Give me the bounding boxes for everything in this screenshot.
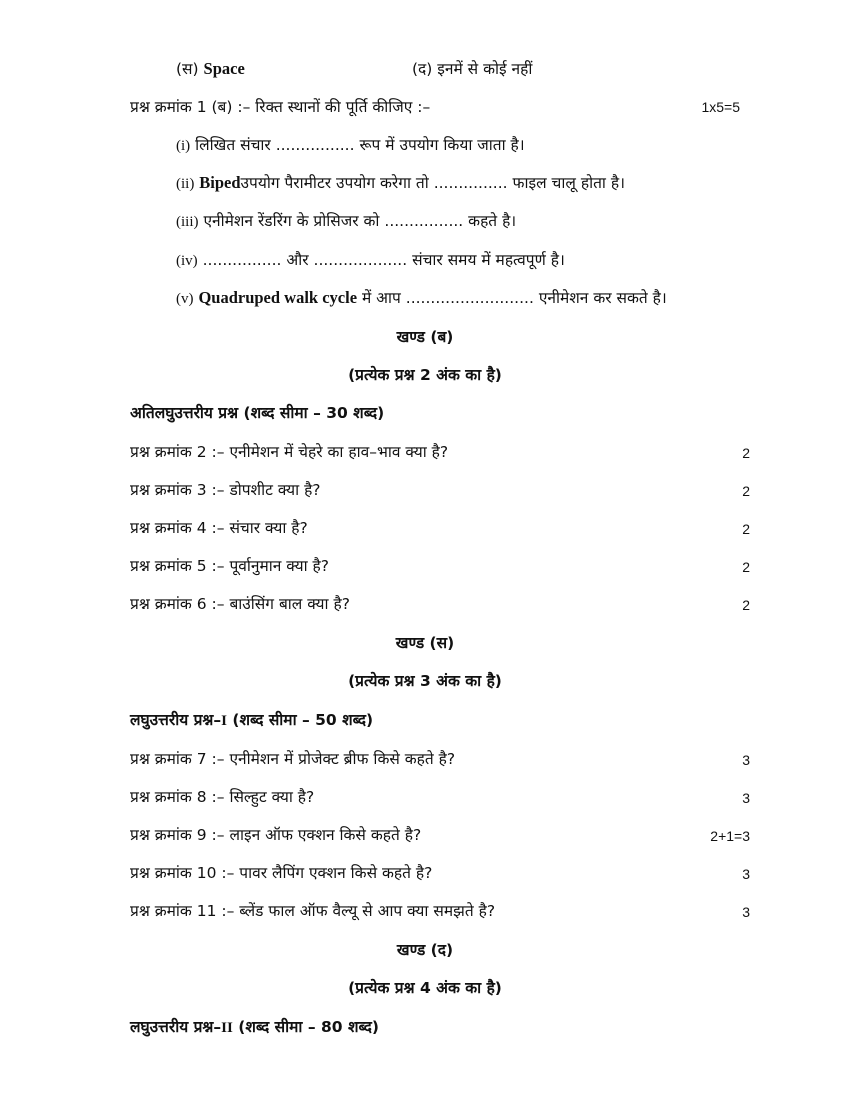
option-c-text: Space xyxy=(203,59,245,78)
item-number: (v) xyxy=(176,291,194,307)
question-row xyxy=(130,824,421,846)
question-row xyxy=(130,862,432,884)
question-row xyxy=(130,786,314,808)
fill-blank-item xyxy=(176,134,525,157)
section-d-marks-note: (प्रत्येक प्रश्न 4 अंक का है) xyxy=(348,979,502,997)
item-text: कहते है। xyxy=(468,212,517,230)
question-marks: 2+1=3 xyxy=(710,828,750,844)
item-number: (iv) xyxy=(176,253,198,269)
question-row xyxy=(130,748,455,770)
item-number: (iii) xyxy=(176,214,199,230)
question-label: प्रश्न क्रमांक 2 :– xyxy=(130,443,225,461)
section-c-type xyxy=(130,709,373,732)
blank: ................ xyxy=(384,212,464,230)
item-text: संचार समय में महत्वपूर्ण है। xyxy=(412,251,565,269)
section-type-limit: (शब्द सीमा – 50 शब्द) xyxy=(232,711,374,729)
question-text: ब्लेंड फाल ऑफ वैल्यू से आप क्या समझते है? xyxy=(239,902,496,920)
question-row xyxy=(130,517,308,539)
question-marks: 1x5=5 xyxy=(701,99,740,115)
question-label: प्रश्न क्रमांक 9 :– xyxy=(130,826,225,844)
section-b-title: खण्ड (ब) xyxy=(396,328,454,346)
question-text: सिल्हुट क्या है? xyxy=(229,788,315,806)
option-d-text: इनमें से कोई नहीं xyxy=(437,60,533,78)
question-label: प्रश्न क्रमांक 8 :– xyxy=(130,788,225,806)
question-marks: 2 xyxy=(742,483,750,499)
question-row xyxy=(130,441,448,463)
section-type-limit: (शब्द सीमा – 80 शब्द) xyxy=(238,1018,379,1036)
question-label: प्रश्न क्रमांक 10 :– xyxy=(130,864,235,882)
question-label: प्रश्न क्रमांक 5 :– xyxy=(130,557,225,575)
option-c-label: (स) xyxy=(176,60,199,78)
question-label: प्रश्न क्रमांक 11 :– xyxy=(130,902,235,920)
item-number: (ii) xyxy=(176,176,195,192)
section-type-roman: II xyxy=(221,1020,233,1036)
blank: ................... xyxy=(313,251,408,269)
section-c-marks-note: (प्रत्येक प्रश्न 3 अंक का है) xyxy=(348,672,502,690)
question-row xyxy=(130,555,329,577)
item-text: और xyxy=(286,251,309,269)
item-text: में आप xyxy=(361,289,401,307)
blank: ................ xyxy=(275,136,355,154)
question-text: लाइन ऑफ एक्शन किसे कहते है? xyxy=(229,826,422,844)
question-row xyxy=(130,593,350,615)
item-text: एनीमेशन रेंडरिंग के प्रोसिजर को xyxy=(203,212,380,230)
question-marks: 3 xyxy=(742,866,750,882)
section-c-title: खण्ड (स) xyxy=(395,634,455,652)
question-label: प्रश्न क्रमांक 3 :– xyxy=(130,481,225,499)
question-text: पूर्वानुमान क्या है? xyxy=(229,557,329,575)
question-label: प्रश्न क्रमांक 6 :– xyxy=(130,595,225,613)
fill-blank-item xyxy=(176,287,667,310)
fill-blank-item xyxy=(176,172,625,195)
question-marks: 3 xyxy=(742,790,750,806)
question-text: रिक्त स्थानों की पूर्ति कीजिए :– xyxy=(255,98,431,116)
question-marks: 2 xyxy=(742,597,750,613)
section-type-text: लघुउत्तरीय प्रश्न– xyxy=(130,711,222,729)
item-text: उपयोग पैरामीटर उपयोग करेगा तो xyxy=(240,174,429,192)
question-marks: 2 xyxy=(742,445,750,461)
option-c xyxy=(176,58,245,80)
section-b-marks-note: (प्रत्येक प्रश्न 2 अंक का है) xyxy=(348,366,502,384)
section-type-text: लघुउत्तरीय प्रश्न– xyxy=(130,1018,222,1036)
item-text: एनीमेशन कर सकते है। xyxy=(538,289,667,307)
item-number: (i) xyxy=(176,138,191,154)
item-latin-term: Biped xyxy=(199,173,241,192)
question-label: प्रश्न क्रमांक 4 :– xyxy=(130,519,225,537)
option-d xyxy=(412,58,532,80)
item-latin-term: Quadruped walk cycle xyxy=(198,288,358,307)
fill-blank-item xyxy=(176,210,516,233)
question-marks: 2 xyxy=(742,559,750,575)
section-type-roman: I xyxy=(221,713,227,729)
section-d-title: खण्ड (द) xyxy=(396,941,454,959)
blank: ............... xyxy=(433,174,508,192)
question-text: संचार क्या है? xyxy=(229,519,308,537)
question-label: प्रश्न क्रमांक 7 :– xyxy=(130,750,225,768)
question-text: पावर लैपिंग एक्शन किसे कहते है? xyxy=(239,864,433,882)
question-label: प्रश्न क्रमांक 1 (ब) :– xyxy=(130,98,251,116)
section-b-type: अतिलघुउत्तरीय प्रश्न (शब्द सीमा – 30 शब्द) xyxy=(130,404,385,422)
section-d-type xyxy=(130,1016,379,1039)
blank: .......................... xyxy=(405,289,534,307)
question-text: बाउंसिंग बाल क्या है? xyxy=(229,595,350,613)
item-text: लिखित संचार xyxy=(195,136,271,154)
option-d-label: (द) xyxy=(412,60,433,78)
blank: ................ xyxy=(202,251,282,269)
question-marks: 3 xyxy=(742,752,750,768)
question-marks: 2 xyxy=(742,521,750,537)
question-row xyxy=(130,479,321,501)
question-text: डोपशीट क्या है? xyxy=(229,481,321,499)
question-text: एनीमेशन में चेहरे का हाव–भाव क्या है? xyxy=(229,443,449,461)
fill-blank-item xyxy=(176,249,565,272)
question-1b xyxy=(130,96,430,118)
question-text: एनीमेशन में प्रोजेक्ट ब्रीफ किसे कहते है? xyxy=(229,750,456,768)
question-row xyxy=(130,900,495,922)
item-text: फाइल चालू होता है। xyxy=(512,174,625,192)
question-marks: 3 xyxy=(742,904,750,920)
item-text: रूप में उपयोग किया जाता है। xyxy=(359,136,525,154)
